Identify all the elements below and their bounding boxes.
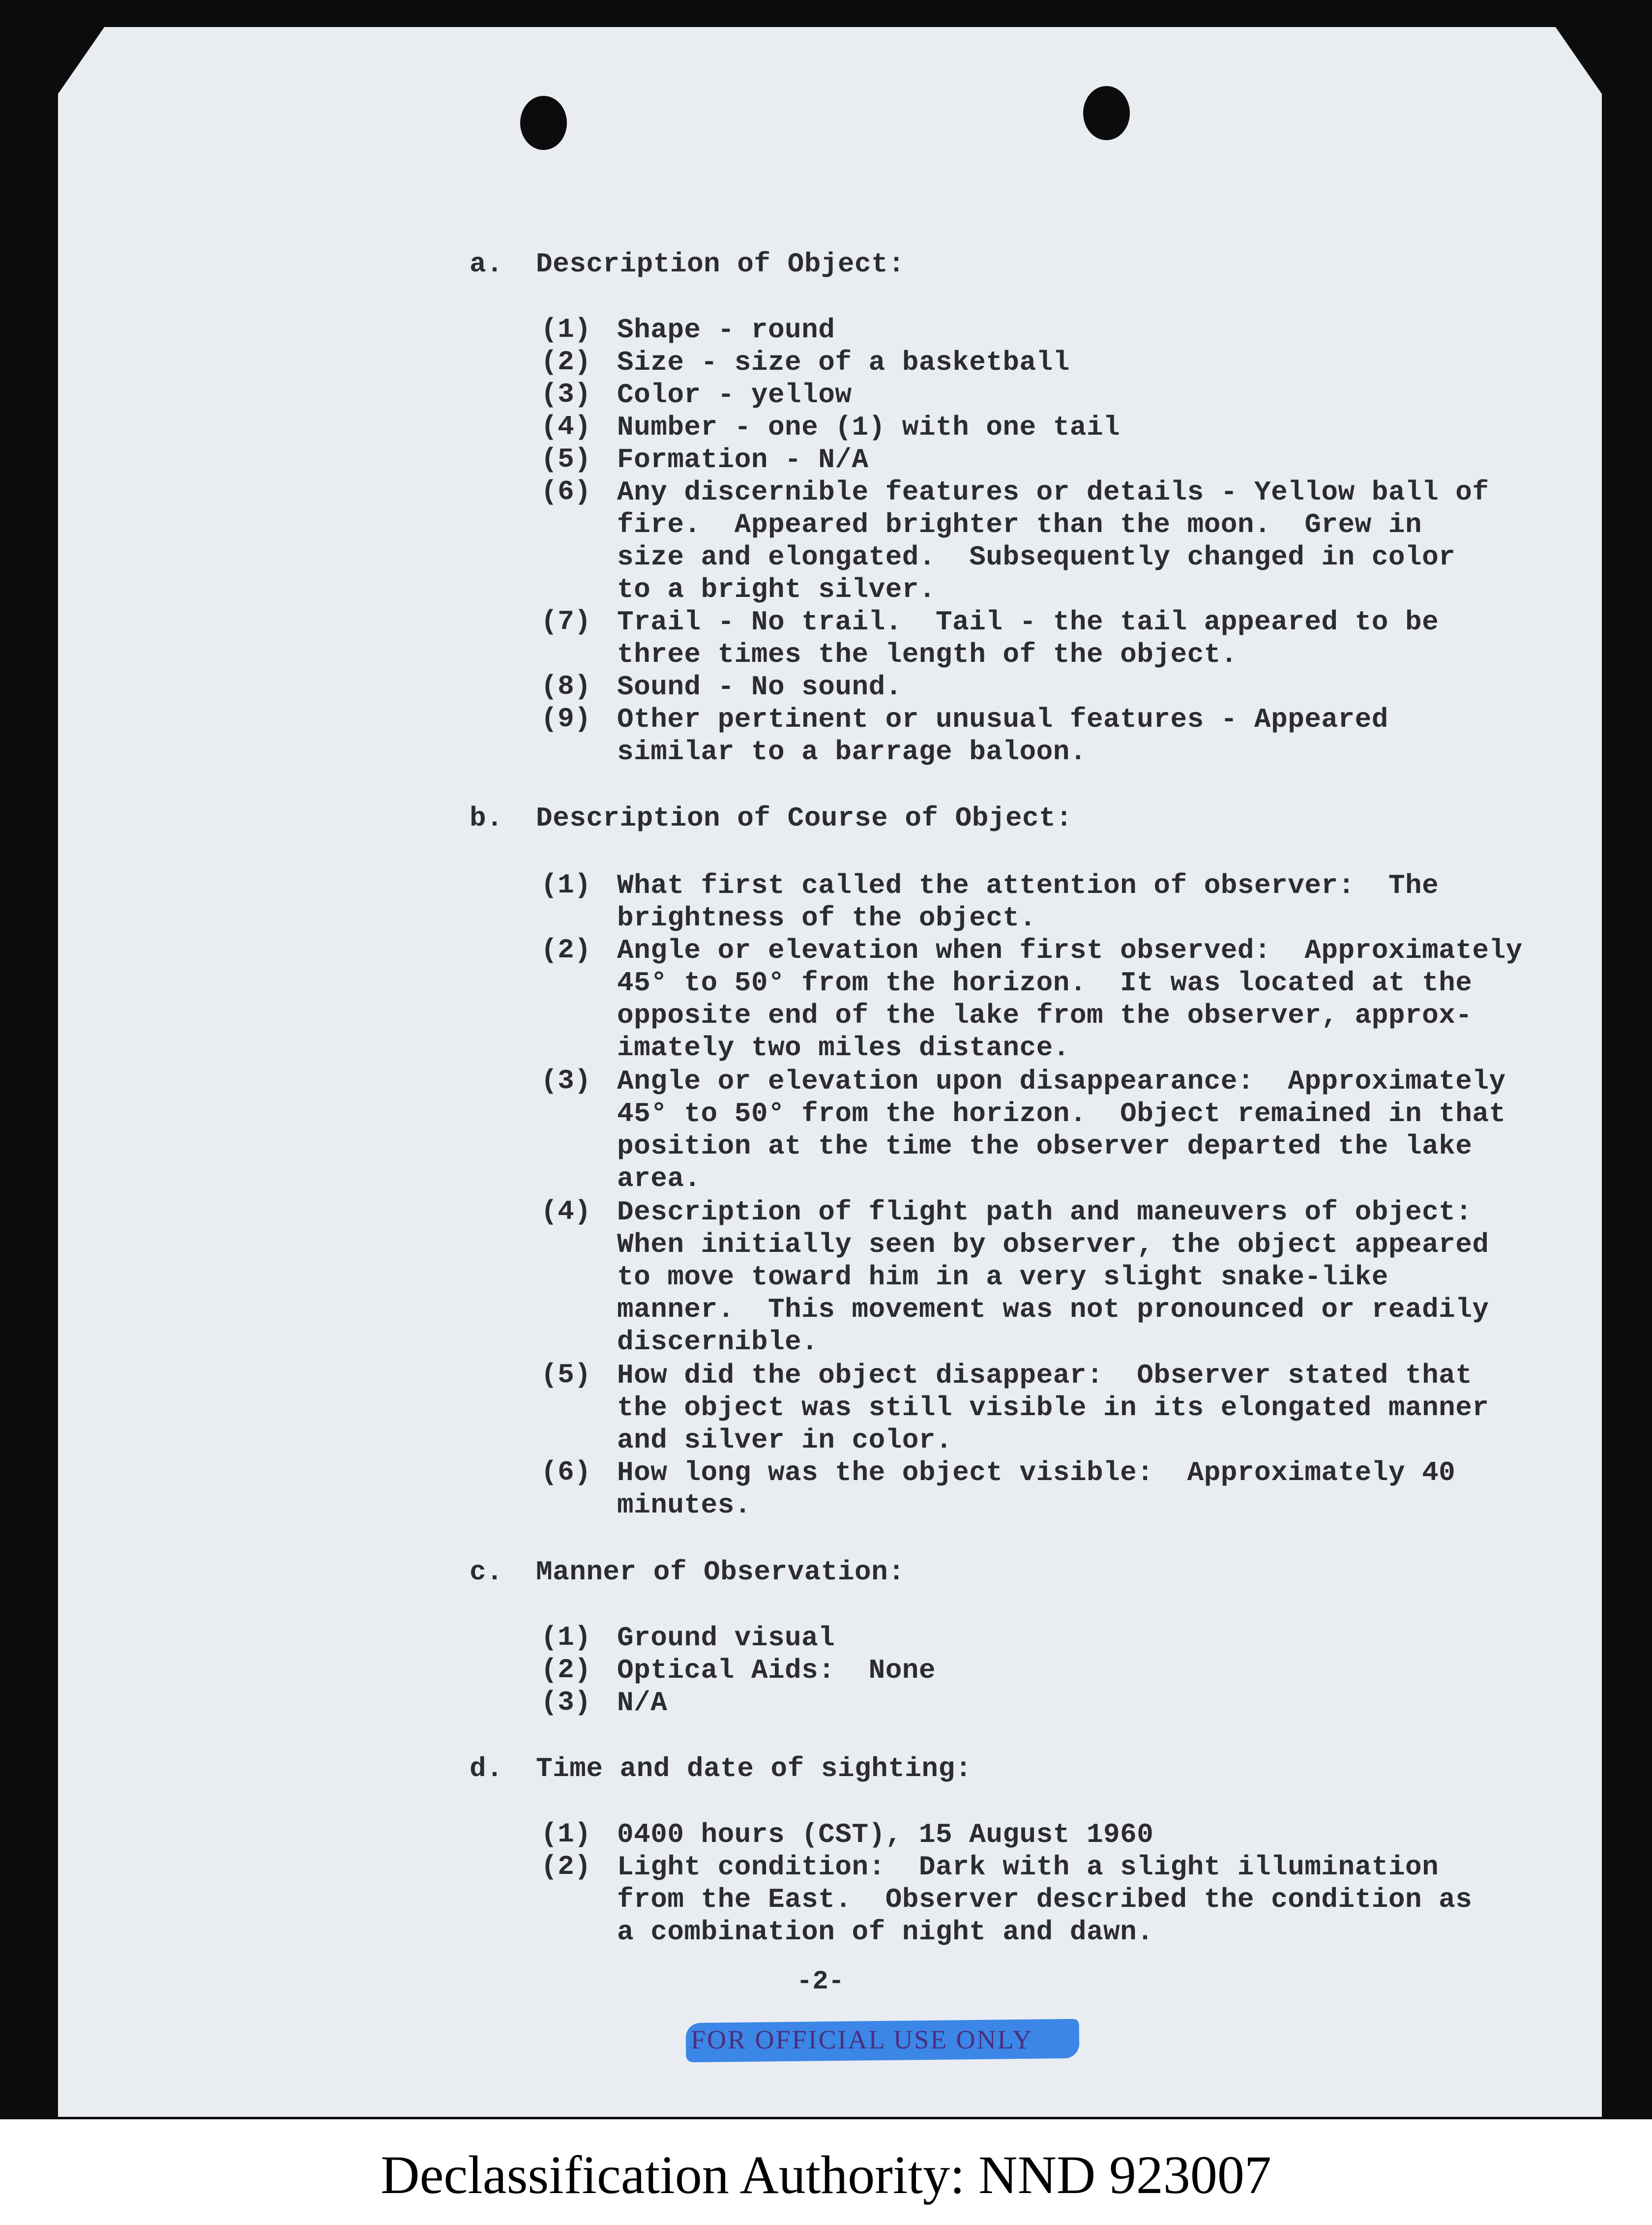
item-line: Any discernible features or details - Yellow ball of [617, 476, 1489, 508]
section-letter: c. [470, 1556, 503, 1588]
item-text [617, 703, 1527, 768]
item-number: (3) [541, 1687, 591, 1718]
item-text [617, 1818, 1527, 1851]
item-text [617, 1851, 1527, 1948]
item-number: (9) [541, 703, 591, 735]
item-line: Trail - No trail. Tail - the tail appeared to be [617, 606, 1439, 638]
section-heading: Description of Course of Object: [536, 802, 1073, 834]
item-number: (6) [541, 476, 591, 507]
item-text [617, 411, 1527, 444]
item-line: Light condition: Dark with a slight illumination [617, 1851, 1439, 1883]
item-number: (2) [541, 346, 591, 378]
item-number: (2) [541, 934, 591, 966]
section-letter: b. [470, 802, 503, 834]
item-text [617, 1687, 1527, 1719]
punch-hole [520, 96, 567, 150]
item-line: minutes. [617, 1489, 751, 1521]
item-line: How did the object disappear: Observer stated that [617, 1360, 1473, 1391]
item-number: (1) [541, 1818, 591, 1850]
item-line: Shape - round [617, 314, 835, 346]
item-line: area. [617, 1163, 701, 1194]
item-line: brightness of the object. [617, 902, 1036, 934]
item-line: Formation - N/A [617, 444, 869, 475]
item-line: similar to a barrage baloon. [617, 736, 1087, 768]
item-number: (6) [541, 1456, 591, 1488]
item-text [617, 671, 1527, 703]
item-line: Size - size of a basketball [617, 347, 1070, 378]
section-letter: a. [470, 248, 503, 280]
item-line: Optical Aids: None [617, 1655, 936, 1686]
item-line: imately two miles distance. [617, 1032, 1070, 1064]
item-text [617, 314, 1527, 346]
item-number: (3) [541, 1065, 591, 1097]
item-text [617, 869, 1527, 934]
section-letter: d. [470, 1753, 503, 1784]
item-text [617, 476, 1527, 606]
item-line: Angle or elevation upon disappearance: Approximately [617, 1066, 1506, 1097]
item-number: (1) [541, 314, 591, 345]
item-number: (4) [541, 1196, 591, 1227]
section-heading: Manner of Observation: [536, 1556, 905, 1588]
item-line: position at the time the observer departed the lake [617, 1130, 1473, 1162]
item-line: 0400 hours (CST), 15 August 1960 [617, 1819, 1154, 1850]
item-number: (3) [541, 379, 591, 410]
item-text [617, 1359, 1527, 1456]
section-heading: Description of Object: [536, 248, 905, 280]
item-line: Other pertinent or unusual features - Appeared [617, 704, 1388, 735]
item-line: manner. This movement was not pronounced or readily [617, 1294, 1489, 1325]
item-line: Angle or elevation when first observed: Approximately [617, 935, 1523, 966]
item-line: N/A [617, 1687, 668, 1719]
item-text [617, 1456, 1527, 1521]
item-number: (1) [541, 869, 591, 901]
item-text [617, 934, 1527, 1064]
item-line: fire. Appeared brighter than the moon. Grew in [617, 509, 1422, 540]
item-line: opposite end of the lake from the observer, approx- [617, 1000, 1473, 1031]
item-text [617, 606, 1527, 671]
item-line: Ground visual [617, 1622, 835, 1654]
punch-hole [1083, 86, 1130, 140]
item-number: (8) [541, 671, 591, 702]
item-number: (5) [541, 444, 591, 475]
item-line: Number - one (1) with one tail [617, 412, 1121, 443]
item-number: (2) [541, 1654, 591, 1686]
item-line: size and elongated. Subsequently changed in color [617, 541, 1456, 573]
item-line: three times the length of the object. [617, 639, 1238, 670]
item-line: Sound - No sound. [617, 671, 902, 703]
item-line: Description of flight path and maneuvers of object: [617, 1196, 1473, 1228]
item-text [617, 346, 1527, 379]
item-text [617, 1622, 1527, 1654]
item-line: discernible. [617, 1326, 819, 1358]
item-text [617, 1065, 1527, 1195]
item-text [617, 1654, 1527, 1687]
item-line: When initially seen by observer, the object appeared [617, 1229, 1489, 1260]
item-line: 45° to 50° from the horizon. Object remained in that [617, 1098, 1506, 1129]
section-heading: Time and date of sighting: [536, 1753, 972, 1784]
item-line: 45° to 50° from the horizon. It was located at the [617, 967, 1473, 999]
item-text [617, 379, 1527, 411]
item-line: Color - yellow [617, 379, 852, 411]
item-line: a combination of night and dawn. [617, 1916, 1154, 1948]
page-number: -2- [796, 1967, 845, 1997]
item-line: to move toward him in a very slight snake-like [617, 1261, 1388, 1293]
item-number: (5) [541, 1359, 591, 1391]
item-line: and silver in color. [617, 1424, 953, 1456]
item-line: How long was the object visible: Approximately 40 [617, 1457, 1456, 1488]
item-text [617, 444, 1527, 476]
item-text [617, 1196, 1527, 1358]
declassification-footer: Declassification Authority: NND 923007 [381, 2145, 1271, 2205]
item-number: (7) [541, 606, 591, 637]
item-number: (2) [541, 1851, 591, 1882]
item-number: (1) [541, 1622, 591, 1653]
item-line: What first called the attention of observer: The [617, 870, 1439, 901]
item-number: (4) [541, 411, 591, 443]
item-line: the object was still visible in its elongated manner [617, 1392, 1489, 1424]
item-line: from the East. Observer described the condition as [617, 1884, 1473, 1915]
item-line: to a bright silver. [617, 574, 936, 605]
classification-stamp: FOR OFFICIAL USE ONLY [691, 2025, 1033, 2054]
